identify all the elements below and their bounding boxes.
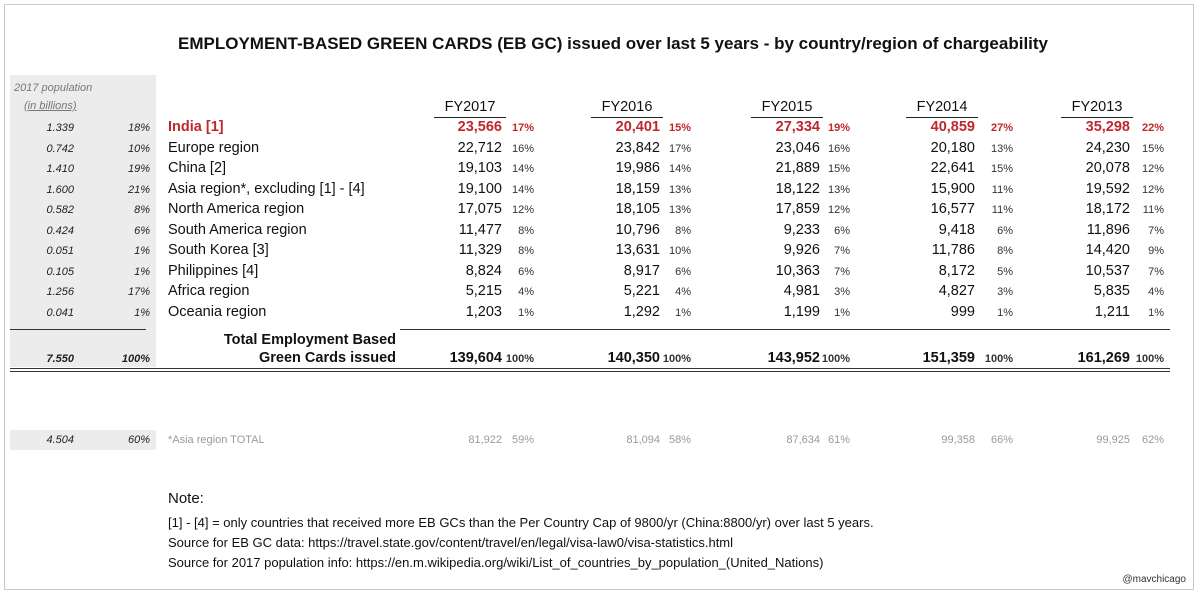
asia-population: 4.504 xyxy=(46,434,74,446)
gc-count: 23,842 xyxy=(615,139,660,156)
gc-share: 14% xyxy=(511,163,534,175)
population-header-line1: 2017 population xyxy=(14,82,93,94)
gc-share: 1% xyxy=(997,306,1013,319)
asia-total-label: *Asia region TOTAL xyxy=(168,434,265,446)
row-label: Oceania region xyxy=(168,303,267,320)
population-share: 1% xyxy=(134,306,150,319)
gc-share: 7% xyxy=(1148,265,1164,278)
total-gc-count: 161,269 xyxy=(1077,350,1130,366)
population-share: 1% xyxy=(134,245,150,257)
gc-share: 6% xyxy=(834,224,850,237)
gc-count: 15,900 xyxy=(930,180,975,197)
gc-count: 22,641 xyxy=(930,160,975,176)
population-header-line2: (in billions) xyxy=(24,100,77,112)
gc-share: 16% xyxy=(511,142,534,155)
gc-count: 999 xyxy=(950,303,975,320)
gc-count: 10,796 xyxy=(615,221,660,238)
gc-share: 4% xyxy=(518,286,534,298)
row-label: South America region xyxy=(168,221,307,238)
population-value: 0.424 xyxy=(46,224,74,237)
gc-share: 15% xyxy=(1141,142,1164,155)
total-gc-share: 100% xyxy=(1135,353,1164,365)
row-label: Asia region*, excluding [1] - [4] xyxy=(168,180,365,197)
gc-share: 1% xyxy=(1148,306,1164,319)
gc-share: 7% xyxy=(834,265,850,278)
gc-share: 9% xyxy=(1148,245,1164,257)
gc-count: 17,075 xyxy=(457,201,502,217)
asia-gc-count: 81,922 xyxy=(468,434,502,446)
gc-count: 10,363 xyxy=(775,262,820,279)
gc-count: 8,917 xyxy=(623,262,660,279)
gc-share: 27% xyxy=(990,122,1013,134)
fy-header-fy2017: FY2017 xyxy=(444,99,496,115)
gc-share: 8% xyxy=(675,224,691,237)
gc-share: 11% xyxy=(991,204,1013,216)
gc-count: 11,477 xyxy=(458,221,502,238)
gc-share: 8% xyxy=(518,245,534,257)
gc-share: 12% xyxy=(1141,163,1164,175)
total-gc-count: 143,952 xyxy=(767,350,820,366)
gc-count: 27,334 xyxy=(775,119,820,135)
gc-count: 1,211 xyxy=(1094,303,1130,320)
gc-share: 12% xyxy=(827,204,850,216)
population-column-background xyxy=(10,75,156,367)
gc-count: 35,298 xyxy=(1085,119,1130,135)
gc-share: 13% xyxy=(668,183,691,196)
population-value: 0.051 xyxy=(46,245,74,257)
note-heading: Note: xyxy=(168,490,204,507)
fy-underline xyxy=(751,117,823,118)
gc-count: 11,896 xyxy=(1086,221,1130,238)
gc-share: 14% xyxy=(511,183,534,196)
gc-share: 16% xyxy=(827,142,850,155)
population-value: 1.256 xyxy=(46,286,74,298)
gc-share: 17% xyxy=(511,122,534,134)
gc-count: 18,159 xyxy=(615,180,660,197)
fy-header-fy2016: FY2016 xyxy=(601,99,653,115)
gc-count: 20,401 xyxy=(615,119,660,135)
population-share: 6% xyxy=(134,224,150,237)
row-label: South Korea [3] xyxy=(168,242,269,258)
page-title: EMPLOYMENT-BASED GREEN CARDS (EB GC) issued over last 5 years - by country/region of chargeability xyxy=(178,34,1049,53)
gc-count: 1,203 xyxy=(465,303,502,320)
total-population: 7.550 xyxy=(46,353,74,365)
gc-share: 4% xyxy=(675,286,691,298)
gc-share: 17% xyxy=(668,142,691,155)
gc-share: 1% xyxy=(518,306,534,319)
gc-share: 11% xyxy=(1142,204,1164,216)
population-share: 17% xyxy=(127,286,150,298)
gc-count: 5,221 xyxy=(623,283,660,299)
row-label: India [1] xyxy=(168,119,224,135)
gc-count: 11,329 xyxy=(458,242,502,258)
gc-share: 10% xyxy=(668,245,691,257)
gc-count: 13,631 xyxy=(615,242,660,258)
gc-count: 14,420 xyxy=(1085,242,1130,258)
gc-share: 1% xyxy=(675,306,691,319)
population-value: 0.582 xyxy=(46,204,74,216)
note-line-2: Source for EB GC data: https://travel.state.gov/content/travel/en/legal/visa-law0/visa-statistics.html xyxy=(168,535,734,550)
gc-share: 12% xyxy=(1141,183,1164,196)
gc-count: 5,835 xyxy=(1093,283,1130,299)
total-population-share: 100% xyxy=(121,353,150,365)
credit-watermark: @mavchicago xyxy=(1122,574,1186,585)
gc-share: 3% xyxy=(997,286,1013,298)
gc-count: 18,122 xyxy=(775,180,820,197)
gc-count: 8,824 xyxy=(465,262,502,279)
gc-count: 16,577 xyxy=(930,201,975,217)
row-label: Africa region xyxy=(168,283,250,299)
gc-share: 15% xyxy=(990,163,1013,175)
total-double-underline xyxy=(10,368,1170,369)
total-gc-count: 139,604 xyxy=(449,350,502,366)
gc-count: 5,215 xyxy=(465,283,502,299)
gc-count: 17,859 xyxy=(775,201,820,217)
gc-count: 22,712 xyxy=(457,139,502,156)
gc-count: 20,078 xyxy=(1085,160,1130,176)
total-double-underline xyxy=(10,371,1170,372)
population-value: 1.600 xyxy=(46,183,74,196)
asia-population-share: 60% xyxy=(127,434,150,446)
gc-count: 4,827 xyxy=(938,283,975,299)
population-share: 18% xyxy=(127,122,150,134)
table-separator xyxy=(400,329,1170,330)
row-label: Philippines [4] xyxy=(168,262,259,279)
gc-count: 19,986 xyxy=(615,160,660,176)
gc-count: 9,233 xyxy=(783,221,820,238)
total-gc-share: 100% xyxy=(662,353,691,365)
fy-header-fy2014: FY2014 xyxy=(916,99,968,115)
gc-count: 18,172 xyxy=(1085,201,1130,217)
population-value: 1.410 xyxy=(46,163,74,175)
asia-gc-share: 58% xyxy=(668,434,691,446)
total-label-line2: Green Cards issued xyxy=(259,350,396,366)
gc-count: 19,100 xyxy=(457,180,502,197)
note-line-3: Source for 2017 population info: https://en.m.wikipedia.org/wiki/List_of_countries_by_population_(United_Nations) xyxy=(168,555,824,570)
gc-count: 11,786 xyxy=(931,242,975,258)
total-gc-share: 100% xyxy=(821,353,850,365)
gc-share: 6% xyxy=(997,224,1013,237)
gc-share: 5% xyxy=(997,265,1013,278)
gc-count: 18,105 xyxy=(615,201,660,217)
gc-count: 20,180 xyxy=(930,139,975,156)
gc-share: 19% xyxy=(827,122,850,134)
asia-gc-count: 99,358 xyxy=(941,434,975,446)
population-value: 0.105 xyxy=(46,265,74,278)
fy-underline xyxy=(434,117,506,118)
fy-underline xyxy=(906,117,978,118)
gc-count: 19,592 xyxy=(1085,180,1130,197)
gc-share: 13% xyxy=(668,204,691,216)
gc-count: 9,418 xyxy=(938,221,975,238)
fy-header-fy2015: FY2015 xyxy=(761,99,813,115)
gc-share: 8% xyxy=(997,245,1013,257)
asia-gc-count: 81,094 xyxy=(626,434,660,446)
gc-count: 23,046 xyxy=(775,139,820,156)
row-label: North America region xyxy=(168,201,305,217)
total-gc-count: 151,359 xyxy=(922,350,975,366)
gc-share: 11% xyxy=(991,183,1013,196)
gc-count: 1,292 xyxy=(623,303,660,320)
gc-count: 9,926 xyxy=(783,242,820,258)
asia-gc-share: 66% xyxy=(990,434,1013,446)
gc-share: 6% xyxy=(518,265,534,278)
gc-count: 40,859 xyxy=(930,119,975,135)
gc-share: 12% xyxy=(511,204,534,216)
fy-underline xyxy=(1061,117,1133,118)
asia-gc-share: 61% xyxy=(827,434,850,446)
gc-share: 8% xyxy=(518,224,534,237)
row-label: Europe region xyxy=(168,139,260,156)
population-share: 19% xyxy=(127,163,150,175)
asia-gc-count: 87,634 xyxy=(786,434,820,446)
asia-gc-share: 59% xyxy=(511,434,534,446)
gc-share: 13% xyxy=(827,183,850,196)
population-value: 1.339 xyxy=(46,122,74,134)
gc-count: 19,103 xyxy=(457,160,502,176)
gc-share: 13% xyxy=(990,142,1013,155)
gc-share: 6% xyxy=(675,265,691,278)
asia-gc-count: 99,925 xyxy=(1096,434,1130,446)
population-share: 1% xyxy=(134,265,150,278)
gc-share: 14% xyxy=(668,163,691,175)
total-gc-share: 100% xyxy=(984,353,1013,365)
population-value: 0.041 xyxy=(46,306,74,319)
fy-underline xyxy=(591,117,663,118)
gc-count: 21,889 xyxy=(775,160,820,176)
gc-share: 1% xyxy=(834,306,850,319)
gc-count: 10,537 xyxy=(1085,262,1130,279)
population-share: 21% xyxy=(127,183,150,196)
total-label-line1: Total Employment Based xyxy=(223,332,396,348)
gc-share: 22% xyxy=(1141,122,1164,134)
gc-share: 4% xyxy=(1148,286,1164,298)
total-gc-count: 140,350 xyxy=(607,350,660,366)
gc-share: 15% xyxy=(827,163,850,175)
gc-share: 15% xyxy=(668,122,691,134)
gc-count: 8,172 xyxy=(938,262,975,279)
gc-count: 24,230 xyxy=(1085,139,1130,156)
population-share: 8% xyxy=(134,204,150,216)
population-share: 10% xyxy=(127,142,150,155)
asia-gc-share: 62% xyxy=(1141,434,1164,446)
population-value: 0.742 xyxy=(46,142,74,155)
gc-count: 4,981 xyxy=(783,283,820,299)
gc-share: 7% xyxy=(1148,224,1164,237)
row-label: China [2] xyxy=(168,160,227,176)
note-line-1: [1] - [4] = only countries that received more EB GCs than the Per Country Cap of 9800/yr (China:8800/yr) over last 5 years. xyxy=(168,515,874,530)
gc-share: 3% xyxy=(834,286,850,298)
table-separator xyxy=(10,329,146,330)
fy-header-fy2013: FY2013 xyxy=(1071,99,1123,115)
gc-count: 1,199 xyxy=(783,303,820,320)
total-gc-share: 100% xyxy=(505,353,534,365)
gc-share: 7% xyxy=(834,245,850,257)
gc-count: 23,566 xyxy=(457,119,502,135)
